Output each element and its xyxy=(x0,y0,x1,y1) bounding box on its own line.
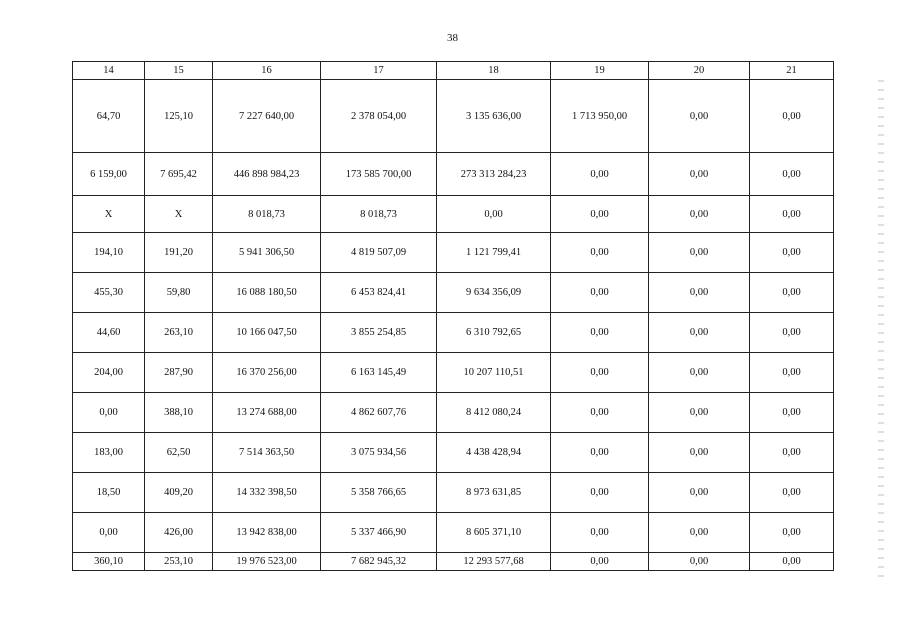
table-cell: 8 018,73 xyxy=(321,196,437,233)
table-cell: 183,00 xyxy=(73,433,145,473)
table-cell: 287,90 xyxy=(145,353,213,393)
table-cell: 8 412 080,24 xyxy=(437,393,551,433)
table-cell: 3 135 636,00 xyxy=(437,80,551,153)
table-cell: 409,20 xyxy=(145,473,213,513)
table-row xyxy=(73,433,834,473)
table-cell: X xyxy=(73,196,145,233)
table-cell: 13 942 838,00 xyxy=(213,513,321,553)
table-cell: 7 695,42 xyxy=(145,153,213,196)
table-cell: 3 075 934,56 xyxy=(321,433,437,473)
table-cell: 0,00 xyxy=(649,433,750,473)
table-row xyxy=(73,313,834,353)
table-row xyxy=(73,196,834,233)
column-header: 19 xyxy=(551,62,649,80)
table-cell: 16 370 256,00 xyxy=(213,353,321,393)
table-cell: 0,00 xyxy=(649,353,750,393)
table-cell: 2 378 054,00 xyxy=(321,80,437,153)
column-header: 20 xyxy=(649,62,750,80)
table-cell: 273 313 284,23 xyxy=(437,153,551,196)
table-cell: 0,00 xyxy=(750,153,834,196)
table-cell: 0,00 xyxy=(649,80,750,153)
table-cell: 0,00 xyxy=(750,233,834,273)
table-cell: 59,80 xyxy=(145,273,213,313)
table-cell: 253,10 xyxy=(145,553,213,571)
table-cell: 5 337 466,90 xyxy=(321,513,437,553)
column-header: 18 xyxy=(437,62,551,80)
table-cell: 0,00 xyxy=(649,313,750,353)
table-cell: 4 819 507,09 xyxy=(321,233,437,273)
table-cell: 0,00 xyxy=(750,313,834,353)
table-cell: 13 274 688,00 xyxy=(213,393,321,433)
table-cell: 3 855 254,85 xyxy=(321,313,437,353)
table-cell: 1 713 950,00 xyxy=(551,80,649,153)
table-cell: 8 973 631,85 xyxy=(437,473,551,513)
table-row xyxy=(73,513,834,553)
table-cell: 0,00 xyxy=(551,513,649,553)
table-cell: 10 166 047,50 xyxy=(213,313,321,353)
table-cell: 0,00 xyxy=(551,313,649,353)
column-header: 15 xyxy=(145,62,213,80)
table-cell: 0,00 xyxy=(649,513,750,553)
table-cell: 0,00 xyxy=(73,513,145,553)
table-cell: 0,00 xyxy=(551,473,649,513)
table-cell: 0,00 xyxy=(750,273,834,313)
table-cell: 6 163 145,49 xyxy=(321,353,437,393)
table-cell: 0,00 xyxy=(750,393,834,433)
table-cell: 263,10 xyxy=(145,313,213,353)
table-cell: 62,50 xyxy=(145,433,213,473)
table-cell: 0,00 xyxy=(750,196,834,233)
table-row xyxy=(73,393,834,433)
table-cell: 19 976 523,00 xyxy=(213,553,321,571)
table-cell: 0,00 xyxy=(750,513,834,553)
table-row xyxy=(73,233,834,273)
column-header: 17 xyxy=(321,62,437,80)
table-cell: 360,10 xyxy=(73,553,145,571)
scan-artifact xyxy=(878,80,884,580)
table-cell: 14 332 398,50 xyxy=(213,473,321,513)
table-cell: 12 293 577,68 xyxy=(437,553,551,571)
table-cell: 0,00 xyxy=(551,353,649,393)
table-row xyxy=(73,153,834,196)
table-cell: 0,00 xyxy=(551,233,649,273)
table-cell: 173 585 700,00 xyxy=(321,153,437,196)
table-row xyxy=(73,553,834,571)
table-cell: 191,20 xyxy=(145,233,213,273)
column-header: 21 xyxy=(750,62,834,80)
table-cell: 0,00 xyxy=(750,80,834,153)
table-cell: 0,00 xyxy=(551,273,649,313)
table-cell: 0,00 xyxy=(551,393,649,433)
table-row xyxy=(73,273,834,313)
table-cell: 0,00 xyxy=(551,153,649,196)
page-number: 38 xyxy=(447,32,458,44)
table-body xyxy=(73,80,834,571)
table-cell: 7 227 640,00 xyxy=(213,80,321,153)
table-cell: 7 682 945,32 xyxy=(321,553,437,571)
table-cell: 8 605 371,10 xyxy=(437,513,551,553)
table-cell: 9 634 356,09 xyxy=(437,273,551,313)
data-table xyxy=(72,61,834,571)
table-cell: 0,00 xyxy=(437,196,551,233)
table-cell: 0,00 xyxy=(649,153,750,196)
table-cell: 125,10 xyxy=(145,80,213,153)
table-cell: 4 862 607,76 xyxy=(321,393,437,433)
table-cell: 446 898 984,23 xyxy=(213,153,321,196)
table-row xyxy=(73,473,834,513)
table-row xyxy=(73,80,834,153)
table-cell: 0,00 xyxy=(551,196,649,233)
table-cell: 10 207 110,51 xyxy=(437,353,551,393)
column-header: 14 xyxy=(73,62,145,80)
table-cell: 0,00 xyxy=(551,433,649,473)
table-cell: 0,00 xyxy=(649,473,750,513)
table-cell: 0,00 xyxy=(750,433,834,473)
table-cell: 7 514 363,50 xyxy=(213,433,321,473)
table-cell: 0,00 xyxy=(649,196,750,233)
table-cell: 0,00 xyxy=(649,553,750,571)
table-cell: 5 358 766,65 xyxy=(321,473,437,513)
table-cell: 6 453 824,41 xyxy=(321,273,437,313)
table-row xyxy=(73,353,834,393)
table-cell: X xyxy=(145,196,213,233)
table-cell: 8 018,73 xyxy=(213,196,321,233)
table-cell: 1 121 799,41 xyxy=(437,233,551,273)
table-cell: 64,70 xyxy=(73,80,145,153)
table-cell: 0,00 xyxy=(73,393,145,433)
table-cell: 16 088 180,50 xyxy=(213,273,321,313)
table-cell: 0,00 xyxy=(649,393,750,433)
column-header: 16 xyxy=(213,62,321,80)
table-cell: 5 941 306,50 xyxy=(213,233,321,273)
table-cell: 4 438 428,94 xyxy=(437,433,551,473)
table-cell: 0,00 xyxy=(649,273,750,313)
table-cell: 455,30 xyxy=(73,273,145,313)
table-cell: 6 159,00 xyxy=(73,153,145,196)
table-cell: 6 310 792,65 xyxy=(437,313,551,353)
table-cell: 0,00 xyxy=(649,233,750,273)
table-cell: 44,60 xyxy=(73,313,145,353)
table-cell: 0,00 xyxy=(551,553,649,571)
table-cell: 0,00 xyxy=(750,473,834,513)
table-cell: 18,50 xyxy=(73,473,145,513)
table-cell: 204,00 xyxy=(73,353,145,393)
table-cell: 194,10 xyxy=(73,233,145,273)
table-cell: 0,00 xyxy=(750,353,834,393)
table-cell: 0,00 xyxy=(750,553,834,571)
table-cell: 426,00 xyxy=(145,513,213,553)
table-cell: 388,10 xyxy=(145,393,213,433)
header-row xyxy=(73,62,834,80)
